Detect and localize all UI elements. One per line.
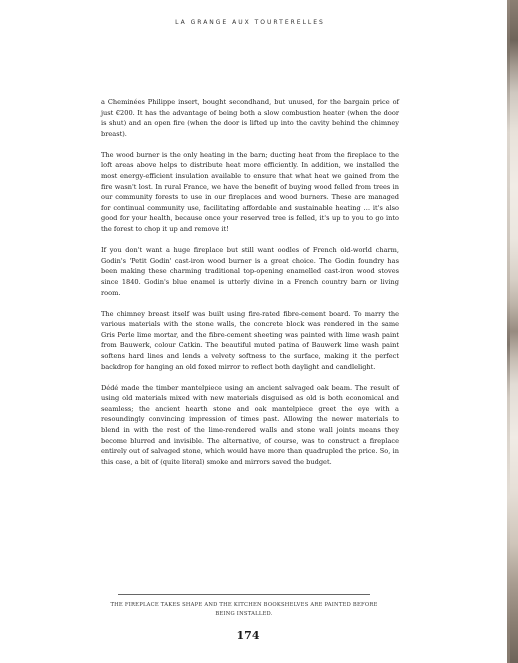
caption-divider <box>118 594 370 595</box>
paragraph: The chimney breast itself was built using fire-rated fibre-cement board. To marry the various materials with the stone walls, the concrete block was rendered in the same Gris Perle lime mortar, and the fibre-cement sheeting was painted with lime wash paint from Bauwerk, colour Catkin. The beautiful muted patina of Bauwerk lime wash paint softens hard lines and lends a velvety softness to the surface, making it the perfect backdrop for hanging an old foxed mirror to reflect both daylight and candlelight. <box>101 309 399 371</box>
paragraph: a Cheminées Philippe insert, bought secondhand, but unused, for the bargain price of just €200. It has the advantage of being both a slow combustion heater (when the door is shut) and an open fire (when the door is lifted up into the cavity behind the chimney breast). <box>101 98 399 138</box>
running-header: LA GRANGE AUX TOURTERELLES <box>175 19 325 26</box>
photo-caption: THE FIREPLACE TAKES SHAPE AND THE KITCHEN BOOKSHELVES ARE PAINTED BEFORE BEING INSTALLED. <box>110 602 378 617</box>
photo-edge-bleed <box>507 0 518 663</box>
paragraph: The wood burner is the only heating in the barn; ducting heat from the fireplace to the loft areas above helps to distribute heat more efficiently. In addition, we installed the most energy-efficient insulation available to ensure that what heat we gained from the fire wasn't lost. In rural France, we have the benefit of buying wood felled from trees in our community forests to use in our fireplaces and wood burners. These are managed for continual community use, facilitating affordable and sustainable heating … it's also good for your health, because once your reserved tree is felled, it's up to you to go into the forest to chop it up and remove it! <box>101 150 399 234</box>
page-number: 174 <box>236 629 260 642</box>
paragraph: Dédé made the timber mantelpiece using an ancient salvaged oak beam. The result of using old materials mixed with new materials disguised as old is both economical and seamless; the ancient hearth stone and oak mantelpiece greet the eye with a resoundingly convincing impression of times past. Allowing the newer materials to blend in with the rest of the lime-rendered walls and stone wall joints means they become blurred and invisible. The alternative, of course, was to construct a fireplace entirely out of salvaged stone, which would have more than quadrupled the price. So, in this case, a bit of (quite literal) smoke and mirrors saved the budget. <box>101 383 399 466</box>
body-text <box>101 97 399 478</box>
paragraph: If you don't want a huge fireplace but still want oodles of French old-world charm, Godin's 'Petit Godin' cast-iron wood burner is a great choice. The Godin foundry has been making these charming traditional top-opening enamelled cast-iron wood stoves since 1840. Godin's blue enamel is utterly divine in a French country barn or living room. <box>101 246 399 297</box>
